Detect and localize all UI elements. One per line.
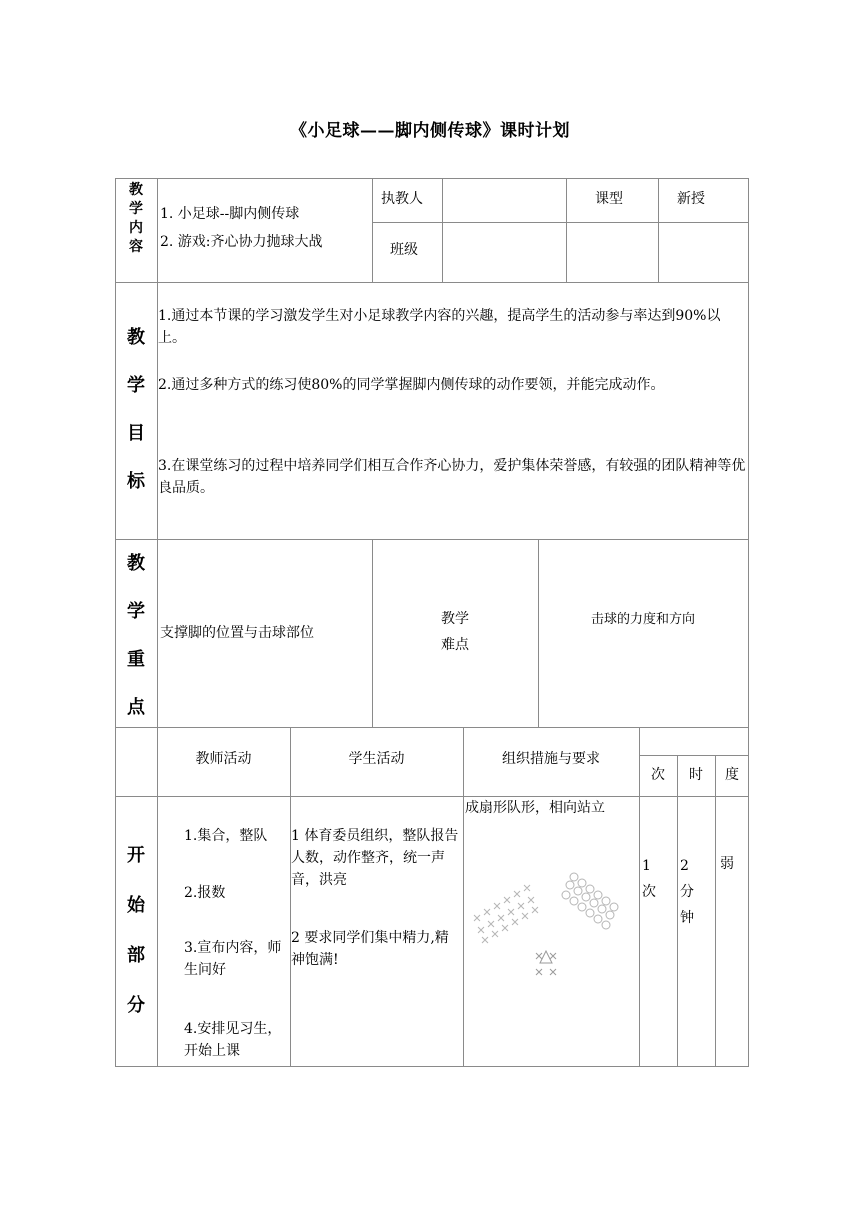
activity-header-teacher-cell (157, 727, 290, 796)
start-times-cell (639, 796, 677, 1066)
organization-text: 成扇形队形，相向站立 (465, 800, 605, 816)
activity-header-teacher: 教师活动 (195, 751, 252, 767)
difficulty-text: 击球的力度和方向 (590, 612, 695, 627)
activity-header-intensity-cell (715, 755, 748, 796)
student-step-2: 2 要求同学们集中精力,精神饱满! (291, 930, 449, 968)
keypoints-label-cell (115, 539, 157, 727)
teacher-label: 执教人 (381, 191, 423, 207)
class-label-cell (372, 222, 442, 282)
content-label-cell (115, 178, 157, 282)
objectives-label-cell (115, 282, 157, 539)
objective-2: 2.通过多种方式的练习使80%的同学掌握脚内侧传球的动作要领，并能完成动作。 (158, 377, 665, 393)
difficulty-label: 教学 难点 (441, 611, 469, 653)
focus-cell (157, 539, 372, 727)
student-step-1: 1 体育委员组织，整队报告人数，动作整齐，统一声音，洪亮 (291, 828, 459, 888)
activity-header-load-cell (639, 727, 748, 755)
class-empty-cell-2 (658, 222, 748, 282)
activity-header-duration: 时 (689, 767, 703, 783)
teacher-step-1: 1.集合，整队 (184, 828, 268, 844)
type-value-cell (658, 178, 748, 222)
table-right-border (748, 178, 749, 1066)
objective-1: 1.通过本节课的学习激发学生对小足球教学内容的兴趣，提高学生的活动参与率达到90%以上。 (158, 308, 721, 346)
content-item-2: 2. 游戏:齐心协力抛球大战 (160, 234, 323, 250)
activity-header-duration-cell (677, 755, 715, 796)
start-duration-cell (677, 796, 715, 1066)
start-intensity-cell (715, 796, 748, 1066)
start-label-cell (115, 796, 157, 1066)
class-empty-cell-1 (566, 222, 658, 282)
table-bottom-border (115, 1066, 749, 1067)
formation-diagram (466, 867, 636, 987)
content-label: 教 学 内 容 (129, 182, 143, 255)
objective-3: 3.在课堂练习的过程中培养同学们相互合作齐心协力，爱护集体荣誉感，有较强的团队精神等优良品质。 (158, 458, 746, 496)
student-cross-markers (474, 885, 538, 943)
teacher-step-3: 3.宣布内容，师生问好 (184, 940, 282, 978)
start-intensity: 弱 (720, 856, 734, 872)
student-circle-markers (562, 873, 618, 929)
activity-header-student: 学生活动 (348, 751, 405, 767)
objectives-label: 教 学 目 标 (127, 327, 145, 492)
activity-header-organization-cell (463, 727, 639, 796)
page-title: 《小足球——脚内侧传球》课时计划 (290, 121, 570, 141)
type-value: 新授 (677, 191, 705, 207)
teacher-step-2: 2.报数 (184, 885, 226, 901)
start-times: 1 次 (642, 858, 656, 900)
class-value-cell (442, 222, 566, 282)
activity-header-student-cell (290, 727, 463, 796)
activity-header-intensity: 度 (725, 767, 739, 783)
activity-header-times-cell (639, 755, 677, 796)
teacher-label-cell (372, 178, 442, 222)
content-item-1: 1. 小足球--脚内侧传球 (160, 206, 300, 222)
difficulty-label-cell (372, 539, 538, 727)
organization-cell (463, 796, 639, 1066)
focus-text: 支撑脚的位置与击球部位 (160, 625, 314, 641)
start-duration: 2 分 钟 (680, 858, 694, 926)
activity-header-organization: 组织措施与要求 (502, 751, 600, 767)
teacher-activity-cell (157, 796, 290, 1066)
type-label-cell (566, 178, 658, 222)
class-label: 班级 (390, 242, 418, 258)
teacher-step-4: 4.安排见习生，开始上课 (184, 1021, 282, 1059)
teacher-value-cell (442, 178, 566, 222)
difficulty-text-cell (538, 539, 748, 727)
content-items-cell (157, 178, 372, 282)
activity-header-blank (115, 727, 157, 796)
start-label: 开 始 部 分 (127, 845, 145, 1016)
student-activity-cell (290, 796, 463, 1066)
keypoints-label: 教 学 重 点 (127, 553, 145, 718)
type-label: 课型 (595, 191, 623, 207)
activity-header-times: 次 (651, 767, 665, 783)
teacher-marker (536, 951, 556, 975)
